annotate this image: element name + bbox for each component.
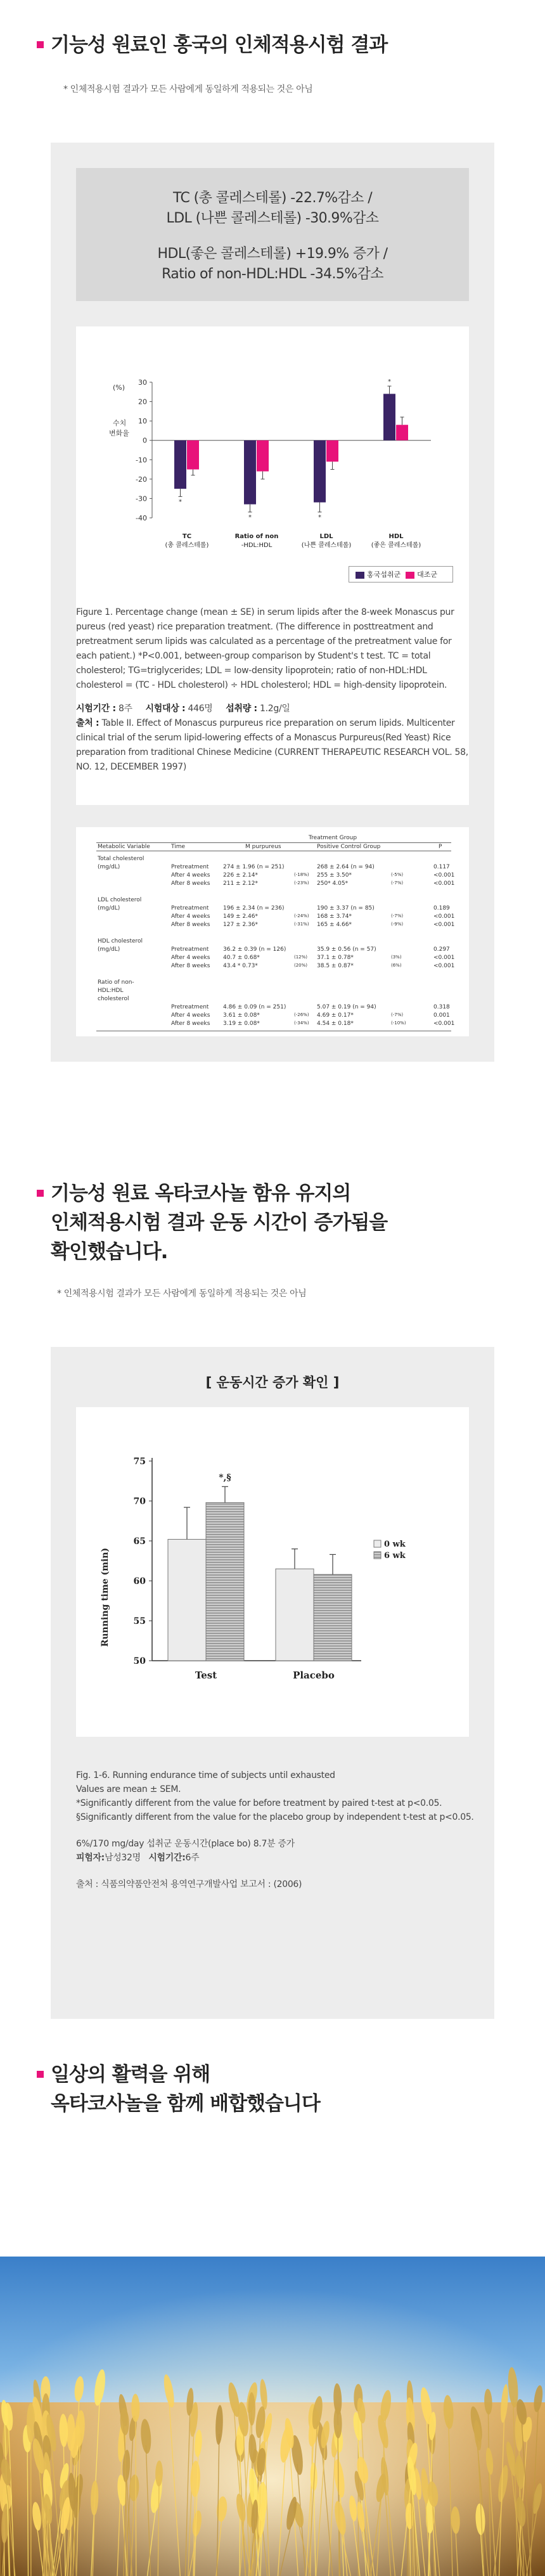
table-row: [96, 863, 451, 872]
table-row: [96, 987, 451, 996]
table-row: [96, 937, 451, 946]
section2-title-line-3: 확인했습니다.: [51, 1240, 168, 1263]
table-cell-pp: (-10%): [391, 1021, 406, 1026]
th-m-purpureus: M purpureus: [245, 844, 281, 850]
chart2-ylabel: Running time (min): [100, 1547, 110, 1647]
chart1-significance-mark: *: [318, 513, 321, 521]
subjects-label: 시험대상 :: [145, 704, 186, 714]
subjects-value: 446명: [188, 704, 213, 714]
pink-bullet: [37, 1190, 44, 1197]
fig2-caption: [76, 1768, 482, 1891]
table-cell-time: After 4 weeks: [171, 1012, 210, 1019]
legend-item-control: [406, 569, 437, 579]
chart2-y-tick-label: 70: [133, 1497, 146, 1507]
chart1-bar: [174, 441, 186, 489]
table-row: [96, 888, 451, 897]
section1-card: [51, 143, 494, 1062]
table-row: [96, 970, 451, 979]
table-cell-pc: 165 ± 4.66*: [317, 922, 352, 928]
legend-0wk: 0 wk: [384, 1540, 406, 1549]
fig2-period-label: 시험기간:: [148, 1853, 186, 1863]
chart1-category-label: TC: [182, 533, 192, 540]
chart1-y-tick-label: 30: [138, 378, 147, 387]
table-cell-pc: 5.07 ± 0.19 (n = 94): [317, 1004, 376, 1010]
summary-line-1: TC (총 콜레스테롤) -22.7%감소 /: [172, 190, 373, 206]
table-cell-m: 196 ± 2.34 (n = 236): [223, 905, 285, 911]
table-cell-var: (mg/dL): [98, 905, 120, 911]
table-cell-m: 149 ± 2.46*: [223, 913, 258, 920]
table-cell-time: Pretreatment: [171, 864, 209, 870]
chart2-bar: [276, 1569, 314, 1661]
fig2-caption-line-1: Fig. 1-6. Running endurance time of subjects until exhausted: [76, 1770, 335, 1781]
table-cell-mp: (-18%): [294, 872, 309, 877]
chart1-y-tick-label: -20: [136, 475, 147, 484]
table-cell-pc: 250* 4.05*: [317, 880, 349, 887]
legend-label-control: 대조군: [417, 570, 438, 579]
figure1-caption-text: Figure 1. Percentage change (mean ± SE) in serum lipids after the 8-week Monascus pur pureus (red yeast) rice preparation treatment. (The difference in posttreatment and pretreatment serum lipids was calculated as a percentage of the pretreatment value for each patient.) *P<0.001, between-group comparison by Student's t test. TC = total cholesterol; TG=triglycerides; LDL = low-density lipoprotein; ratio of non-HDL:HDL cholesterol = (TC - HDL cholesterol) ÷ HDL cholesterol; HDL = high-density lipoprotein.: [76, 607, 454, 690]
table-cell-time: After 4 weeks: [171, 872, 210, 879]
chart2-y-tick-label: 50: [133, 1656, 146, 1666]
chart2-bar: [206, 1503, 244, 1661]
fig2-chart-box: [76, 1407, 469, 1737]
chart1-category-label: LDL: [319, 533, 333, 540]
summary-line-4: Ratio of non-HDL:HDL -34.5%감소: [162, 266, 383, 282]
trial-info-row: [76, 702, 469, 716]
table-cell-p: <0.001: [433, 955, 455, 961]
legend-item-treatment: [356, 569, 401, 579]
chart1-unit-label: (%): [113, 383, 125, 392]
chart1-significance-mark: *: [248, 513, 252, 521]
table-cell-time: After 8 weeks: [171, 922, 210, 928]
period-label: 시험기간 :: [76, 704, 116, 714]
chart2-bar: [314, 1575, 352, 1661]
chart1-bar: [314, 441, 326, 503]
chart1-ylabel-line2: 변화율: [109, 429, 129, 437]
lipid-change-chart: [76, 326, 469, 599]
table-cell-pc: 255 ± 3.50*: [317, 872, 352, 879]
chart1-bar: [396, 425, 408, 440]
th-variable: Metabolic Variable: [98, 844, 150, 850]
table-cell-m: 4.86 ± 0.09 (n = 251): [223, 1004, 286, 1010]
chart2-category-label: Test: [195, 1670, 217, 1681]
table-cell-pp: (-7%): [391, 913, 404, 918]
table-cell-time: After 8 weeks: [171, 963, 210, 969]
table-cell-var: (mg/dL): [98, 864, 120, 870]
table-cell-mp: (-24%): [294, 913, 309, 918]
table-cell-pp: (3%): [391, 955, 402, 960]
table-cell-pp: (-5%): [391, 872, 404, 877]
table-cell-p: <0.001: [433, 880, 455, 887]
chart1-bar: [326, 441, 338, 462]
table-cell-m: 211 ± 2.12*: [223, 880, 258, 887]
wheat-head: [67, 2414, 75, 2451]
fig2-caption-line-4: §Significantly different from the value for the placebo group by independent t-test at p<0.05.: [76, 1812, 474, 1822]
section3-title: [51, 2060, 320, 2118]
table-cell-time: After 4 weeks: [171, 955, 210, 961]
table-cell-m: 3.61 ± 0.08*: [223, 1012, 260, 1019]
table-cell-pc: 38.5 ± 0.87*: [317, 963, 354, 969]
table-image-box: [76, 827, 469, 1036]
table-cell-p: <0.001: [433, 872, 455, 879]
table-cell-p: 0.001: [433, 1012, 450, 1019]
table-cell-mp: (12%): [294, 955, 308, 960]
dose-value: 1.2g/일: [260, 704, 290, 714]
chart2-y-tick-label: 65: [133, 1536, 146, 1547]
chart1-legend: [349, 566, 453, 583]
table-cell-pp: (6%): [391, 963, 402, 968]
table-cell-p: <0.001: [433, 922, 455, 928]
pink-bullet: [37, 41, 44, 48]
section2-note: * 인체적용시험 결과가 모든 사람에게 동일하게 적용되는 것은 아님: [57, 1289, 307, 1299]
table-cell-pp: (-7%): [391, 1012, 404, 1017]
chart1-significance-mark: *: [388, 378, 391, 386]
source-row: [76, 716, 469, 775]
table-cell-mp: (-23%): [294, 880, 309, 886]
table-row: [96, 905, 451, 913]
table-row: [96, 921, 455, 930]
table-cell-time: Pretreatment: [171, 1004, 209, 1010]
table-group-header: Treatment Group: [309, 835, 357, 841]
table-cell-p: <0.001: [433, 1021, 455, 1027]
table-row: [96, 979, 451, 988]
chart1-category-label: Ratio of non: [234, 533, 279, 540]
table-cell-var: cholesterol: [98, 996, 129, 1002]
chart2-bar: [168, 1539, 206, 1661]
chart2-y-tick-label: 55: [133, 1616, 146, 1626]
chart1-ylabel-line1: 수치: [113, 419, 127, 427]
table-cell-time: After 4 weeks: [171, 913, 210, 920]
table-row: [96, 872, 455, 880]
table-cell-mp: (-34%): [294, 1021, 309, 1026]
chart1-y-tick-label: 10: [138, 417, 147, 426]
table-row: [96, 946, 451, 955]
table-cell-mp: (-26%): [294, 1012, 309, 1017]
table-cell-m: 274 ± 1.96 (n = 251): [223, 864, 285, 870]
chart1-bar: [187, 441, 199, 470]
th-p: P: [439, 844, 442, 850]
table-cell-m: 36.2 ± 0.39 (n = 126): [223, 946, 286, 953]
source-text: Table II. Effect of Monascus purpureus rice preparation on serum lipids. Multicenter clinical trial of the serum lipid-lowering effects of a Monascus Purpureus(Red Yeast) Rice preparation from traditional Chinese Medicine (CURRENT THERAPEUTIC RESEARCH VOL. 58, NO. 12, DECEMBER 1997): [76, 718, 468, 772]
table-row: [96, 954, 455, 963]
chart1-bar: [383, 394, 395, 440]
table-cell-m: 127 ± 2.36*: [223, 922, 258, 928]
table-cell-var: HDL cholesterol: [98, 938, 143, 944]
fig2-period-value: 6주: [185, 1853, 200, 1863]
section1-title-text: 기능성 원료인 홍국의 인체적용시험 결과: [51, 34, 388, 56]
table-cell-time: Pretreatment: [171, 946, 209, 953]
wheat-head: [27, 2403, 35, 2443]
table-cell-p: 0.318: [433, 1004, 450, 1010]
chart1-y-tick-label: 20: [138, 397, 147, 406]
table-cell-time: Pretreatment: [171, 905, 209, 911]
table-row: [96, 1020, 455, 1029]
table-cell-var: (mg/dL): [98, 946, 120, 953]
legend-label-treatment: 홍국섭취군: [367, 570, 401, 579]
chart2-y-tick-label: 60: [133, 1576, 146, 1587]
table-cell-p: <0.001: [433, 963, 455, 969]
table-row: [96, 995, 451, 1004]
source-label: 출처 :: [76, 718, 99, 728]
table-header-row: [96, 842, 451, 851]
fig2-subjects-row: [76, 1851, 482, 1865]
th-time: Time: [171, 844, 186, 850]
fig2-caption-line-3: *Significantly different from the value for before treatment by paired t-test at p<0.05.: [76, 1798, 442, 1808]
table-cell-m: 3.19 ± 0.08*: [223, 1021, 260, 1027]
table-cell-var: Total cholesterol: [98, 856, 144, 862]
section2-title-line-1: 기능성 원료 옥타코사놀 함유 유지의: [51, 1182, 351, 1205]
table-row: [96, 962, 455, 971]
fig2-title: [ 운동시간 증가 확인 ]: [205, 1375, 340, 1390]
fig2-source-line: 출처 : 식품의약품안전처 용역연구개발사업 보고서 : (2006): [76, 1879, 302, 1890]
th-positive-control: Positive Control Group: [317, 844, 381, 850]
chart1-y-tick-label: -30: [136, 494, 147, 503]
legend-6wk: 6 wk: [384, 1551, 406, 1561]
section3-title-line-1: 일상의 활력을 위해: [51, 2063, 210, 2086]
section2-card: [51, 1347, 494, 2019]
fig2-subjects-value: 남성32명: [104, 1853, 141, 1863]
chart1-category-label: (좋은 콜레스테롤): [371, 542, 421, 549]
table-cell-pc: 37.1 ± 0.78*: [317, 955, 354, 961]
table-cell-pc: 268 ± 2.64 (n = 94): [317, 864, 375, 870]
wheat-illustration: [0, 2257, 545, 2576]
table-cell-m: 40.7 ± 0.68*: [223, 955, 260, 961]
table-cell-pp: (-7%): [391, 880, 404, 886]
table-cell-time: After 8 weeks: [171, 880, 210, 887]
table-cell-pc: 168 ± 3.74*: [317, 913, 352, 920]
table-cell-pp: (-9%): [391, 922, 404, 927]
chart1-bar: [244, 441, 256, 505]
table-cell-mp: (-31%): [294, 922, 309, 927]
section1-title: [51, 30, 387, 60]
table-cell-mp: (20%): [294, 963, 308, 968]
chart1-bar: [257, 441, 269, 472]
table-row: [96, 855, 451, 864]
table-row: [96, 896, 451, 905]
chart1-y-tick-label: -10: [136, 456, 147, 465]
table-row: [96, 913, 455, 922]
table-cell-p: <0.001: [433, 913, 455, 920]
table-cell-p: 0.297: [433, 946, 450, 953]
table-cell-m: 226 ± 2.14*: [223, 872, 258, 879]
summary-box: [76, 168, 469, 301]
chart1-category-label: -HDL:HDL: [241, 542, 272, 549]
table-row: [96, 929, 451, 938]
section1-note: * 인체적용시험 결과가 모든 사람에게 동일하게 적용되는 것은 아님: [63, 84, 313, 94]
chart1-box: [76, 326, 469, 805]
wheat-field-image: [0, 2257, 545, 2576]
chart1-significance-mark: *: [179, 498, 182, 506]
table-row: [96, 880, 455, 889]
table-cell-time: After 8 weeks: [171, 1021, 210, 1027]
summary-line-3: HDL(좋은 콜레스테롤) +19.9% 증가 /: [157, 246, 388, 262]
section3-title-line-2: 옥타코사놀을 함께 배합했습니다: [51, 2092, 320, 2115]
chart1-category-label: (나쁜 콜레스테롤): [301, 542, 352, 549]
chart2-legend: [374, 1540, 406, 1561]
figure1-caption: [76, 605, 469, 775]
table-cell-pc: 35.9 ± 0.56 (n = 57): [317, 946, 376, 953]
pink-bullet: [37, 2071, 44, 2078]
table-cell-var: Ratio of non-: [98, 979, 134, 986]
period-value: 8주: [118, 704, 132, 714]
table-cell-m: 43.4 * 0.73*: [223, 963, 258, 969]
chart1-category-label: (총 콜레스테롤): [165, 542, 209, 549]
running-time-chart: [76, 1407, 469, 1737]
table-row: [96, 1003, 451, 1012]
dose-label: 섭취량 :: [226, 704, 257, 714]
fig2-dose-line: 6%/170 mg/day 섭취군 운동시간(place bo) 8.7분 증가: [76, 1839, 295, 1849]
table-cell-var: LDL cholesterol: [98, 897, 142, 903]
table-cell-p: 0.117: [433, 864, 450, 870]
table-row: [96, 1012, 451, 1021]
table-cell-p: 0.189: [433, 905, 450, 911]
table-cell-pc: 190 ± 3.37 (n = 85): [317, 905, 375, 911]
chart1-category-label: HDL: [388, 533, 404, 540]
section2-title-line-2: 인체적용시험 결과 운동 시간이 증가됨을: [51, 1211, 388, 1234]
summary-line-2: LDL (나쁜 콜레스테롤) -30.9%감소: [166, 210, 379, 226]
table-cell-var: HDL:HDL: [98, 988, 124, 994]
chart1-y-tick-label: 0: [143, 436, 147, 445]
table-cell-pc: 4.54 ± 0.18*: [317, 1021, 354, 1027]
chart1-y-tick-label: -40: [136, 514, 147, 522]
fig2-subjects-label: 피험자:: [76, 1853, 105, 1863]
chart2-category-label: Placebo: [293, 1670, 335, 1681]
chart2-significance-mark: *,§: [219, 1472, 231, 1483]
table-cell-pc: 4.69 ± 0.17*: [317, 1012, 354, 1019]
section2-title: [51, 1179, 387, 1266]
chart2-y-tick-label: 75: [133, 1457, 146, 1467]
fig2-caption-line-2: Values are mean ± SEM.: [76, 1784, 181, 1794]
